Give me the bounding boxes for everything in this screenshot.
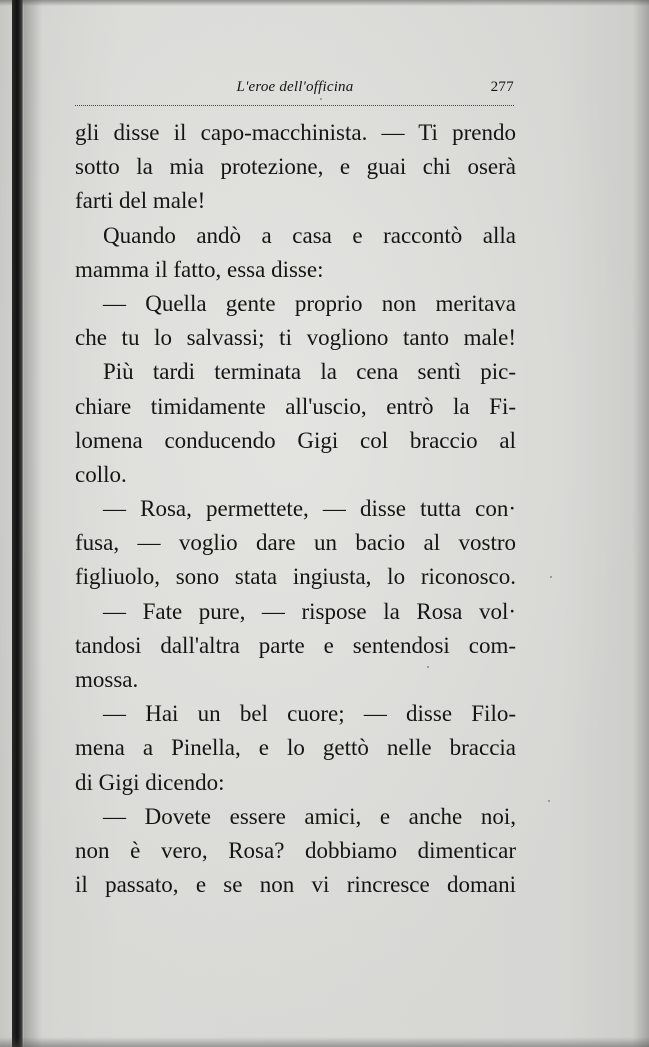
text-line: mena a Pinella, e lo gettò nelle braccia	[75, 735, 516, 761]
text-line: — Hai un bel cuore; — disse Filo-	[103, 701, 516, 727]
text-line: che tu lo salvassi; ti vogliono tanto male!	[75, 325, 516, 351]
scan-speck	[427, 666, 429, 668]
scan-speck	[548, 800, 550, 802]
body-text	[75, 116, 516, 902]
text-line: Più tardi terminata la cena sentì pic-	[103, 359, 516, 385]
text-line: sotto la mia protezione, e guai chi oserà	[75, 154, 516, 180]
text-line: fusa, — voglio dare un bacio al vostro	[75, 530, 516, 556]
text-line: lomena conducendo Gigi col braccio al	[75, 427, 516, 453]
text-line: — Fate pure, — rispose la Rosa vol·	[103, 598, 516, 624]
page-bottom-shadow	[0, 1037, 649, 1047]
text-line: il passato, e se non vi rincresce domani	[75, 872, 516, 898]
text-line: chiare timidamente all'uscio, entrò la Fi-	[75, 393, 516, 419]
text-line: — Dovete essere amici, e anche noi,	[103, 803, 516, 829]
page-top-shadow	[0, 0, 649, 6]
page-number: 277	[490, 79, 514, 95]
text-line: farti del male!	[75, 188, 206, 214]
text-line: di Gigi dicendo:	[75, 769, 225, 795]
text-line: Quando andò a casa e raccontò alla	[103, 222, 516, 248]
text-line: — Rosa, permettete, — disse tutta con·	[103, 496, 516, 522]
scan-speck	[320, 98, 322, 100]
text-line: non è vero, Rosa? dobbiamo dimenticar	[75, 837, 516, 863]
header-rule	[75, 105, 514, 106]
scan-speck	[550, 576, 552, 578]
text-line: collo.	[75, 461, 127, 487]
text-line: mamma il fatto, essa disse:	[75, 256, 324, 282]
text-line: — Quella gente proprio non meritava	[103, 290, 516, 316]
text-line: tandosi dall'altra parte e sentendosi com-	[75, 632, 516, 658]
binding-shadow	[24, 0, 42, 1047]
text-line: gli disse il capo-macchinista. — Ti prendo	[75, 120, 516, 145]
running-head	[76, 76, 514, 100]
text-line: figliuolo, sono stata ingiusta, lo riconosco.	[75, 564, 516, 590]
page-right-shadow	[633, 0, 649, 1047]
binding-edge	[12, 0, 24, 1047]
running-title: L'eroe dell'officina	[236, 79, 354, 95]
text-line: mossa.	[75, 667, 139, 692]
